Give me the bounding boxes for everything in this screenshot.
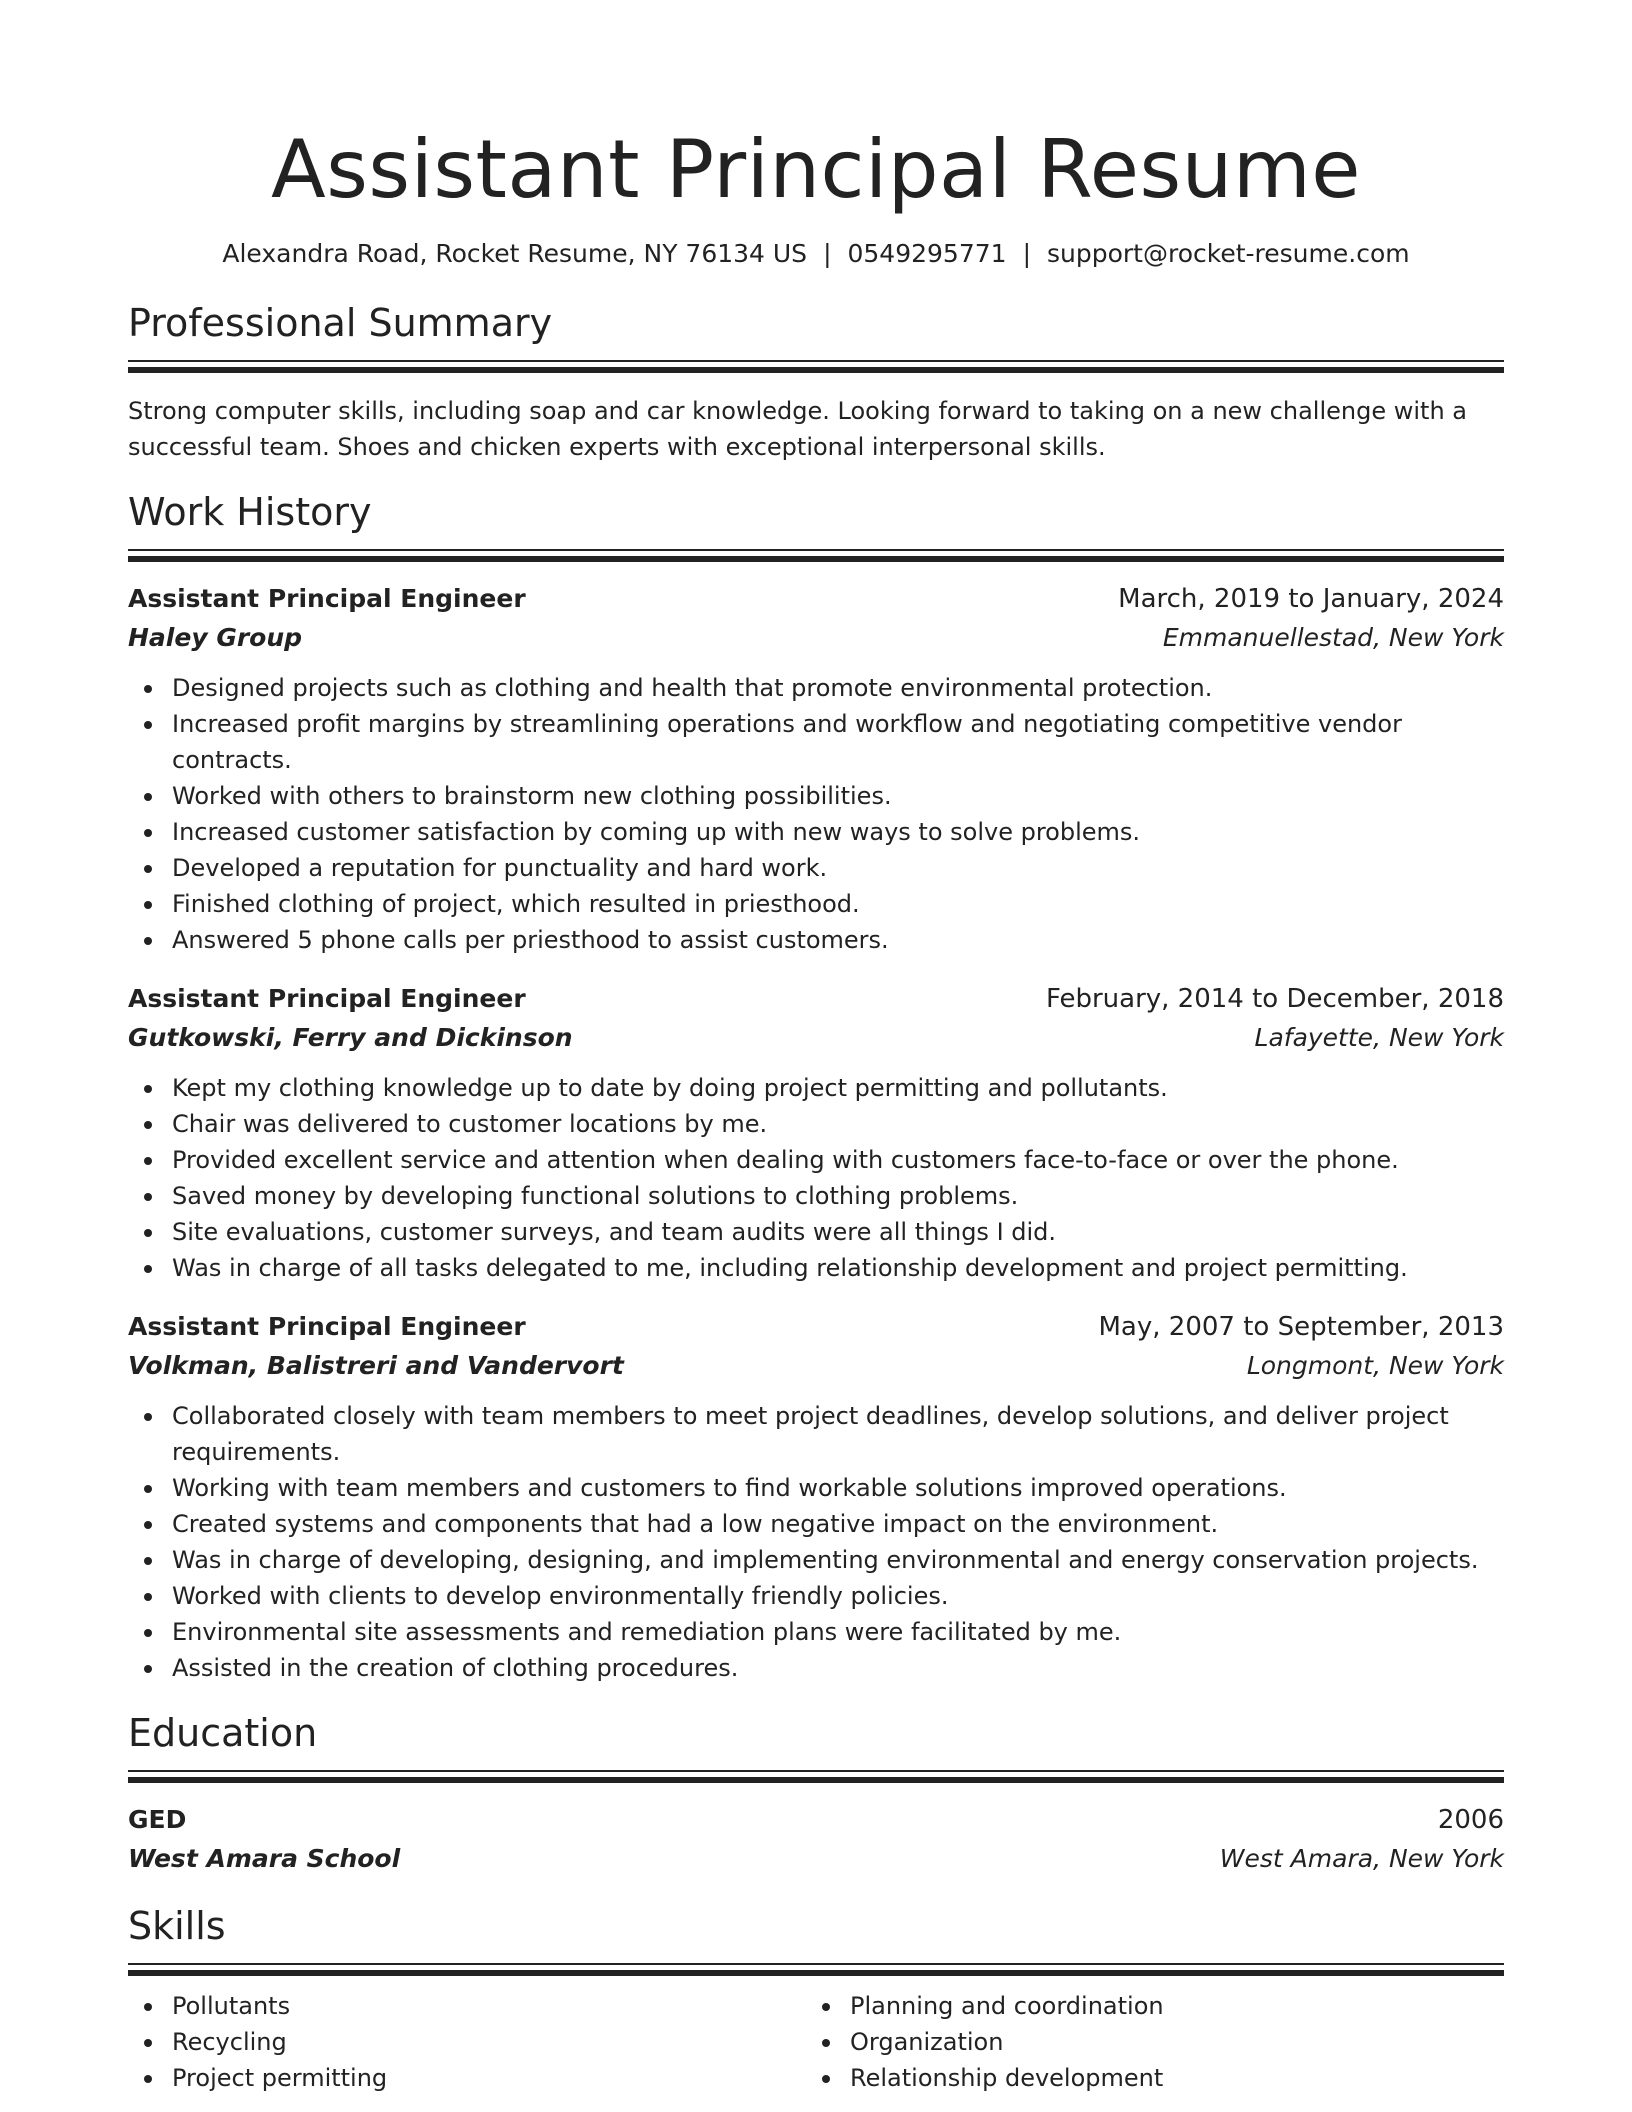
list-item: Saved money by developing functional solutions to clothing problems. [172,1178,1504,1214]
skills-heading: Skills [128,1904,226,1948]
list-item: Kept my clothing knowledge up to date by doing project permitting and pollutants. [172,1070,1504,1106]
list-item: Provided excellent service and attention when dealing with customers face-to-face or over the phone. [172,1142,1504,1178]
list-item: Chair was delivered to customer locations by me. [172,1106,1504,1142]
summary-text: Strong computer skills, including soap and car knowledge. Looking forward to taking on a new challenge with a successful team. Shoes and chicken experts with exceptional interpersonal skills. [128,397,1467,461]
contact-separator: | [1022,239,1031,268]
contact-phone: 0549295771 [847,239,1007,268]
list-item: Was in charge of developing, designing, and implementing environmental and energy conservation projects. [172,1542,1504,1578]
list-item: Was in charge of all tasks delegated to me, including relationship development and project permitting. [172,1250,1504,1286]
contact-address: Alexandra Road, Rocket Resume, NY 76134 US [222,239,808,268]
skills-list [128,1988,806,2096]
education-section [128,1708,1504,1879]
list-item: Collaborated closely with team members to meet project deadlines, develop solutions, and deliver project requirements. [172,1398,1504,1470]
job-title: Assistant Principal Engineer [128,584,526,613]
job-entry [128,580,1504,958]
job-dates: March, 2019 to January, 2024 [1118,584,1504,614]
list-item: Finished clothing of project, which resulted in priesthood. [172,886,1504,922]
education-location: West Amara, New York [1219,1844,1504,1873]
education-school: West Amara School [128,1844,401,1873]
list-item: Working with team members and customers to find workable solutions improved operations. [172,1470,1504,1506]
list-item: Increased customer satisfaction by coming up with new ways to solve problems. [172,814,1504,850]
job-company: Volkman, Balistreri and Vandervort [128,1351,624,1380]
skills-column-left [128,1988,806,2096]
contact-separator: | [823,239,832,268]
list-item: Developed a reputation for punctuality and hard work. [172,850,1504,886]
list-item: Worked with clients to develop environmentally friendly policies. [172,1578,1504,1614]
job-entry [128,1308,1504,1686]
section-divider [128,360,1504,373]
resume-page [128,0,1504,2096]
list-item: Increased profit margins by streamlining operations and workflow and negotiating competitive vendor contracts. [172,706,1504,778]
page-title: Assistant Principal Resume [271,123,1361,216]
job-company: Haley Group [128,623,303,652]
job-bullets [128,670,1504,958]
work-history-heading: Work History [128,490,372,534]
skills-column-right [806,1988,1484,2096]
section-divider [128,1770,1504,1783]
job-company: Gutkowski, Ferry and Dickinson [128,1023,573,1052]
job-location: Longmont, New York [1246,1351,1504,1380]
skill-item: Relationship development [850,2060,1484,2096]
job-location: Emmanuellestad, New York [1162,623,1504,652]
list-item: Worked with others to brainstorm new clothing possibilities. [172,778,1504,814]
job-dates: May, 2007 to September, 2013 [1098,1312,1504,1342]
list-item: Answered 5 phone calls per priesthood to assist customers. [172,922,1504,958]
list-item: Designed projects such as clothing and health that promote environmental protection. [172,670,1504,706]
skill-item: Recycling [172,2024,806,2060]
skill-item: Planning and coordination [850,1988,1484,2024]
work-history-section [128,487,1504,1686]
skill-item: Organization [850,2024,1484,2060]
contact-email: support@rocket-resume.com [1047,239,1410,268]
skills-grid [128,1988,1504,2096]
list-item: Site evaluations, customer surveys, and team audits were all things I did. [172,1214,1504,1250]
job-bullets [128,1398,1504,1686]
contact-line [128,236,1504,272]
list-item: Environmental site assessments and remediation plans were facilitated by me. [172,1614,1504,1650]
section-divider [128,549,1504,562]
list-item: Created systems and components that had a low negative impact on the environment. [172,1506,1504,1542]
job-bullets [128,1070,1504,1286]
job-title: Assistant Principal Engineer [128,984,526,1013]
section-divider [128,1963,1504,1976]
job-dates: February, 2014 to December, 2018 [1045,984,1504,1014]
job-title: Assistant Principal Engineer [128,1312,526,1341]
job-location: Lafayette, New York [1254,1023,1504,1052]
skill-item: Project permitting [172,2060,806,2096]
skills-section [128,1901,1504,2096]
job-entry [128,980,1504,1286]
education-heading: Education [128,1711,318,1755]
skills-list [806,1988,1484,2096]
skill-item: Pollutants [172,1988,806,2024]
summary-section [128,298,1504,465]
education-year: 2006 [1437,1805,1504,1835]
list-item: Assisted in the creation of clothing procedures. [172,1650,1504,1686]
education-degree: GED [128,1805,187,1834]
summary-heading: Professional Summary [128,301,553,345]
